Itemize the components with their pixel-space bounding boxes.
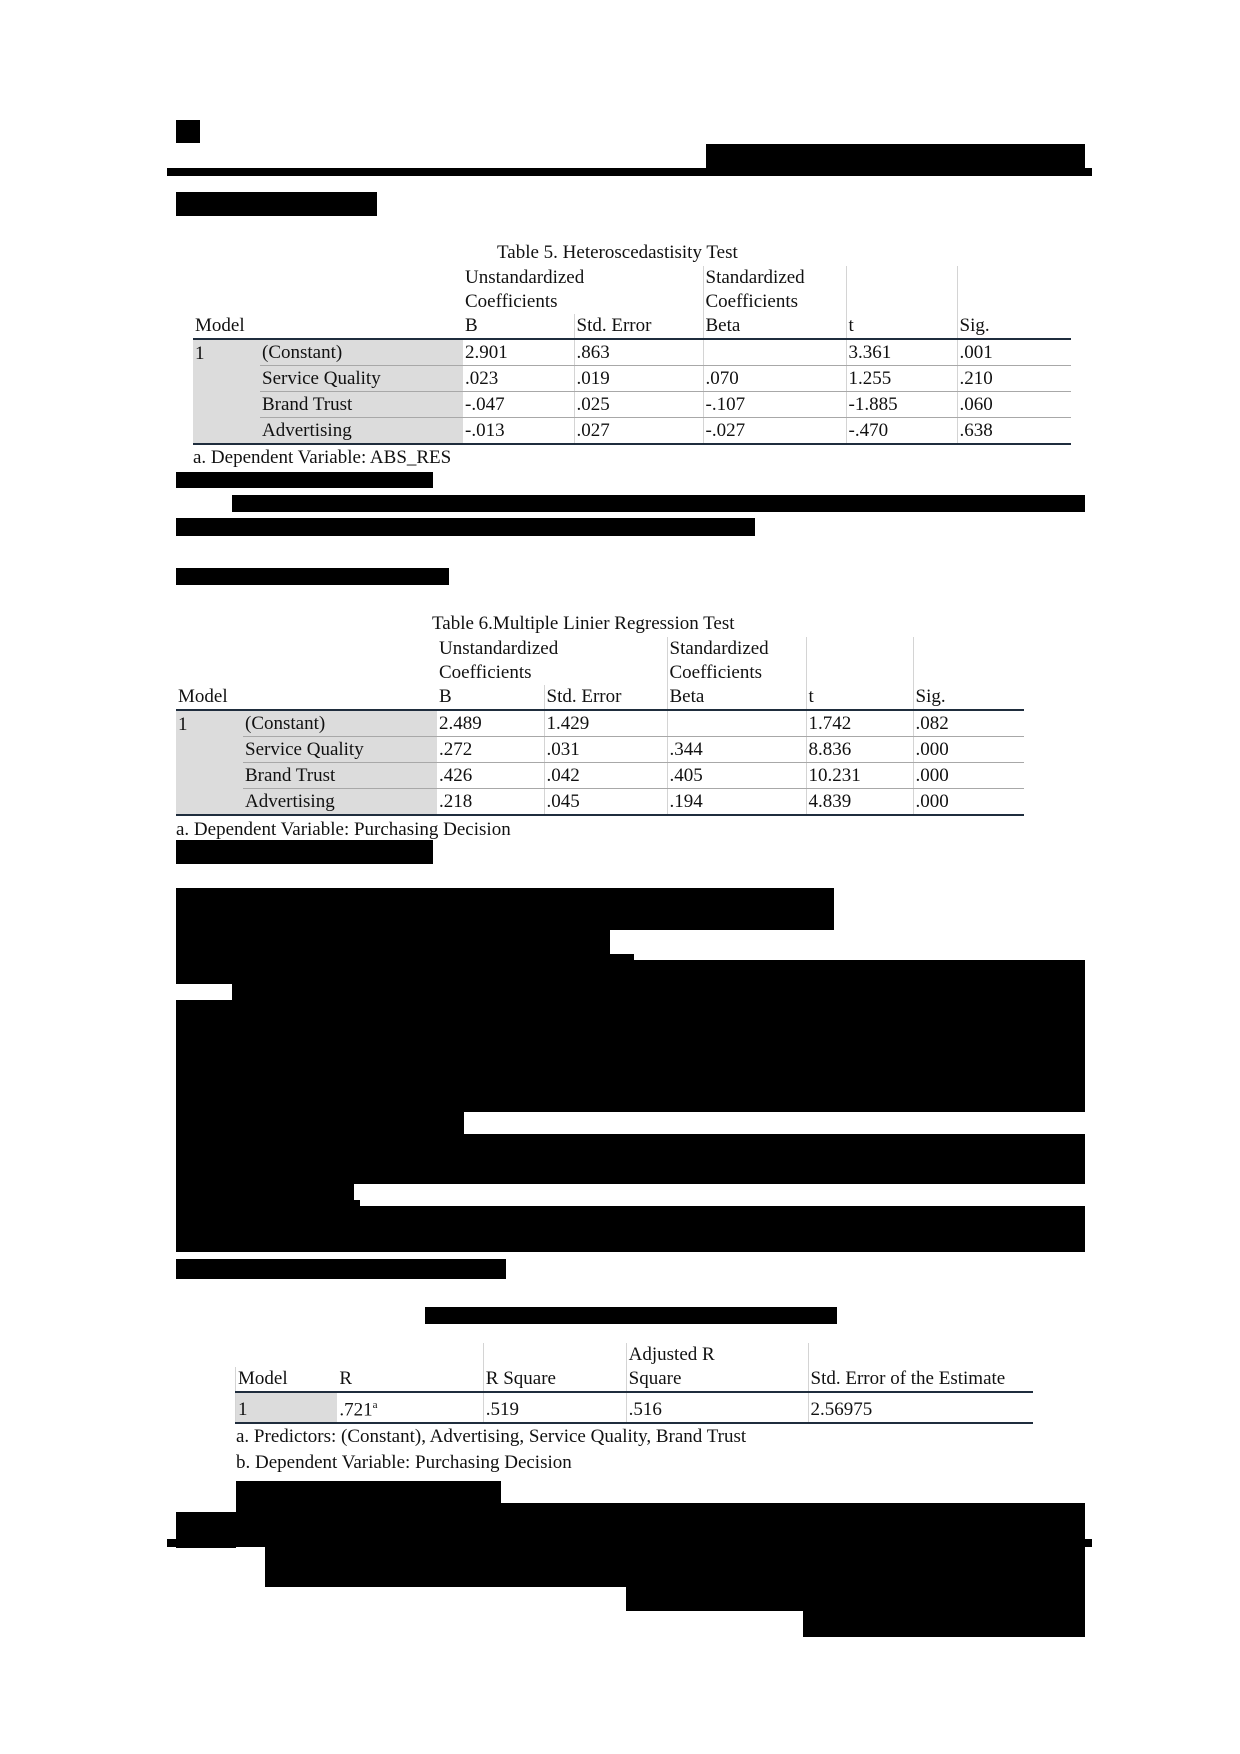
cell-sig: .060 [957,392,1071,418]
cell-sig: .082 [913,710,1024,737]
redacted-paragraph-line [803,1611,1085,1637]
cell-t: 3.361 [846,339,957,366]
table-row [176,763,1024,789]
cell-t: -.470 [846,418,957,445]
table6-unstd-header-1: Unstandardized [439,638,559,659]
table-row [193,339,1071,366]
row-label: Advertising [243,789,437,816]
r-footnote-marker: a [372,1399,378,1411]
table6-se-header: Std. Error [544,685,667,710]
cell-sig: .001 [957,339,1071,366]
table-row [193,418,1071,445]
table7-adj-header-1: Adjusted R [626,1343,808,1367]
cell-b: -.013 [463,418,574,445]
table6-model-number: 1 [176,710,243,737]
cell-b: .272 [437,737,544,763]
cell-t: 8.836 [806,737,913,763]
table5-t-header: t [846,314,957,339]
table5-std-header-2: Coefficients [703,290,846,314]
table7-footnote-b: b. Dependent Variable: Purchasing Decision [236,1452,572,1473]
redacted-paragraph-line [176,1112,464,1134]
table6-std-header-2: Coefficients [667,661,806,685]
redacted-paragraph-line [176,1060,1085,1112]
footer-rule [167,1539,1092,1547]
table-row [176,737,1024,763]
table5-unstd-header-2: Coefficients [465,291,558,312]
table5-unstd-header-1: Unstandardized [465,267,585,288]
table-row [176,710,1024,737]
cell-t: 4.839 [806,789,913,816]
redacted-paragraph-line [265,1547,1085,1587]
cell-sig: .210 [957,366,1071,392]
table6-t-header: t [806,685,913,710]
table6-model-header: Model [176,685,437,710]
header-rule [167,168,1092,176]
row-label: Service Quality [243,737,437,763]
row-label: Service Quality [260,366,463,392]
cell-se: .042 [544,763,667,789]
cell-t: 1.255 [846,366,957,392]
table-row [193,366,1071,392]
cell-t: -1.885 [846,392,957,418]
table5-title: Table 5. Heteroscedastisity Test [497,242,738,263]
table-row [236,1392,1034,1423]
redacted-paragraph-line [176,1200,360,1232]
table5-std-header-1: Standardized [703,266,846,290]
header-marker-redacted [176,120,200,143]
section-heading-redacted [176,192,377,216]
row-label: (Constant) [243,710,437,737]
cell-beta: -.107 [703,392,846,418]
running-header-redacted [706,144,1085,170]
table-row [193,392,1071,418]
table7-rsq-header: R Square [483,1367,626,1392]
cell-se: .045 [544,789,667,816]
cell-se: .019 [574,366,703,392]
cell-r [337,1392,483,1423]
r-value: .721 [339,1399,373,1421]
redacted-paragraph-line [176,518,755,536]
cell-se: .031 [544,737,667,763]
redacted-paragraph-line [232,960,1085,1000]
table6-title: Table 6.Multiple Linier Regression Test [432,613,735,634]
cell-se: .025 [574,392,703,418]
cell-b: 2.901 [463,339,574,366]
table6-footnote: a. Dependent Variable: Purchasing Decision [176,819,511,840]
table5-se-header: Std. Error [574,314,703,339]
table5-model-number: 1 [193,339,260,366]
section-heading-redacted [176,568,449,585]
redacted-paragraph-line [626,1587,1085,1611]
cell-beta: .405 [667,763,806,789]
cell-beta [667,710,806,737]
cell-t: 10.231 [806,763,913,789]
cell-sig: .000 [913,789,1024,816]
table6-beta-header: Beta [667,685,806,710]
table5 [193,266,1071,445]
section-heading-redacted [176,1259,506,1279]
table6-std-header-1: Standardized [667,637,806,661]
cell-b: -.047 [463,392,574,418]
table5-model-header: Model [193,314,463,339]
cell-adj-r-square: .516 [626,1392,808,1423]
table7-title-redacted [425,1307,837,1324]
table6 [176,637,1024,816]
table7-r-header: R [337,1367,483,1392]
table-row [176,789,1024,816]
cell-sig: .000 [913,737,1024,763]
cell-b: .426 [437,763,544,789]
table7 [235,1343,1033,1424]
row-label: Brand Trust [243,763,437,789]
cell-beta: .344 [667,737,806,763]
table5-beta-header: Beta [703,314,846,339]
cell-se: 1.429 [544,710,667,737]
redacted-paragraph-line [176,1000,1085,1060]
row-label: Brand Trust [260,392,463,418]
table6-unstd-header-2: Coefficients [439,662,532,683]
table7-model-header: Model [236,1367,338,1392]
cell-t: 1.742 [806,710,913,737]
redacted-source-line [176,472,433,488]
table7-footnote-a: a. Predictors: (Constant), Advertising, Service Quality, Brand Trust [236,1426,747,1447]
redacted-paragraph-line [176,888,834,930]
redacted-paragraph-line [176,930,610,954]
table5-sig-header: Sig. [957,314,1071,339]
cell-se: .027 [574,418,703,445]
cell-se: .863 [574,339,703,366]
redacted-source-line [236,1481,501,1503]
table5-footnote: a. Dependent Variable: ABS_RES [193,447,452,468]
cell-sig: .638 [957,418,1071,445]
cell-r-square: .519 [483,1392,626,1423]
table5-b-header: B [463,314,574,339]
cell-std-err-est: 2.56975 [808,1392,1033,1423]
table6-b-header: B [437,685,544,710]
cell-beta [703,339,846,366]
table7-adj-header-2: Square [626,1367,808,1392]
cell-b: .218 [437,789,544,816]
cell-b: .023 [463,366,574,392]
row-label: (Constant) [260,339,463,366]
cell-beta: .070 [703,366,846,392]
redacted-paragraph-line [232,495,1085,512]
cell-beta: .194 [667,789,806,816]
table6-sig-header: Sig. [913,685,1024,710]
cell-beta: -.027 [703,418,846,445]
table7-model-number: 1 [236,1392,338,1423]
row-label: Advertising [260,418,463,445]
table7-see-header: Std. Error of the Estimate [808,1367,1033,1392]
redacted-paragraph-line [176,1134,1085,1184]
redacted-source-line [176,840,433,864]
cell-b: 2.489 [437,710,544,737]
cell-sig: .000 [913,763,1024,789]
